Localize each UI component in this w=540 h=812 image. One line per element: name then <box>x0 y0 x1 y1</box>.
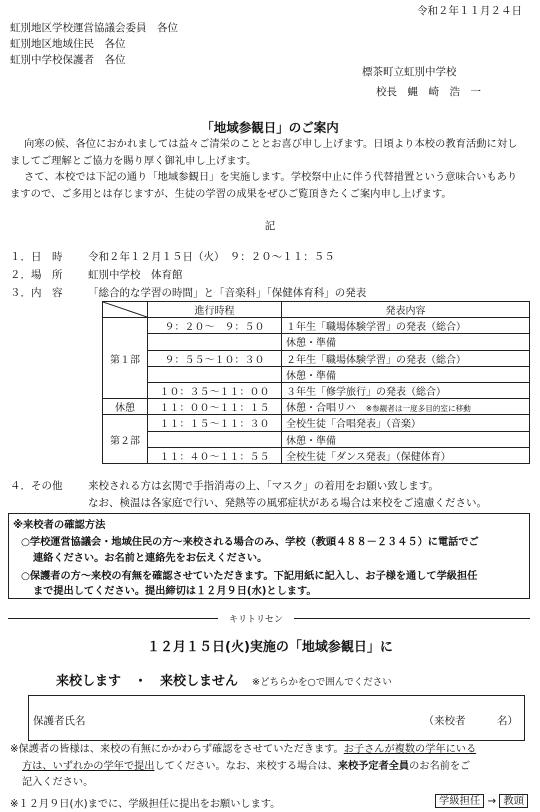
table-row <box>103 302 530 318</box>
confirm-heading: ※来校者の確認方法 <box>13 519 106 531</box>
header-content: 発表内容 <box>282 302 530 318</box>
kiritorisen-label: キリトリセン <box>229 615 283 625</box>
confirm-box <box>8 513 530 599</box>
footnote-strong: 来校予定者全員 <box>337 760 410 772</box>
flow-box: 学級担任 <box>435 794 484 808</box>
content-cell: 休憩・準備 <box>282 431 530 447</box>
confirm-line: ○学校運営協議会・地域住民の方～来校される場合のみ、学校（教頭４８８－２３４５）に電話でご <box>21 537 479 548</box>
recipient-line: 虹別地区学校運営協議会委員 各位 <box>10 22 178 34</box>
footnote-text: してください。なお、来校する場合は、 <box>154 760 338 772</box>
item-content-value: 「総合的な学習の時間」と「音楽科」「保健体育科」の発表 <box>88 287 367 299</box>
table-row <box>103 318 530 334</box>
content-note: ※参観者は一度多目的室に移動 <box>365 404 471 414</box>
table-row <box>103 447 530 463</box>
table-row <box>103 415 530 431</box>
break-label: 休憩 <box>103 399 148 415</box>
table-row <box>103 350 530 366</box>
ki-heading: 記 <box>264 220 276 232</box>
content-cell: １年生「職場体験学習」の発表（総合） <box>282 318 530 334</box>
reply-headline: １２月１５日(火)実施の「地域参観日」に <box>147 640 393 655</box>
flow-box: 教頭 <box>499 794 528 808</box>
item-datetime-label: １．日 時 <box>10 251 63 263</box>
time-cell: １０：３５～１１：００ <box>148 382 282 398</box>
header-time: 進行時程 <box>148 302 282 318</box>
item-other-label: ４．その他 <box>10 480 63 492</box>
footnote <box>10 742 528 792</box>
item-place-label: ２．場 所 <box>10 269 63 281</box>
recipient-line: 虹別中学校保護者 各位 <box>10 54 126 66</box>
footnote-emph: 方は、いずれかの学年で提出 <box>22 760 155 772</box>
circle-note: ※どちらかを○で囲んでください <box>252 677 392 688</box>
time-cell <box>148 334 282 350</box>
guardian-name-label: 保護者氏名 <box>33 715 86 727</box>
attend-options[interactable]: 来校します ・ 来校しません <box>56 674 239 689</box>
table-row <box>103 382 530 398</box>
content-cell: 全校生徒「合唱発表」（音楽） <box>282 415 530 431</box>
part2-label: 第２部 <box>103 415 148 464</box>
content-text: 休憩・合唱リハ <box>286 403 356 415</box>
footnote-text: ※保護者の皆様は、来校の有無にかかわらず確認をさせていただきます。 <box>10 744 344 755</box>
time-cell: １１：００～１１：１５ <box>148 399 282 415</box>
item-datetime-value: 令和２年１２月１５日（火） ９：２０～１１：５５ <box>88 251 335 263</box>
item-content-label: ３．内 容 <box>10 287 63 299</box>
recipient-line: 虹別地区地域住民 各位 <box>10 38 126 50</box>
cut-line <box>294 618 530 619</box>
table-row <box>103 431 530 447</box>
time-cell <box>148 366 282 382</box>
content-cell: ２年生「職場体験学習」の発表（総合） <box>282 350 530 366</box>
body-paragraph: さて、本校では下記の通り「地域参観日」を実施します。学校祭中止に伴う代替措置という意味合いもありますので、ご多用とは存じますが、生徒の学習の成果をぜひご覧頂きたくご案内申し上げます。 <box>10 171 518 200</box>
table-row <box>103 366 530 382</box>
content-cell <box>282 399 530 415</box>
item-place-value: 虹別中学校 体育館 <box>88 269 183 281</box>
attend-choice[interactable] <box>56 670 392 689</box>
page-title: 「地域参観日」のご案内 <box>201 120 339 135</box>
submission-flow <box>435 792 528 807</box>
time-cell: ９：２０～ ９：５０ <box>148 318 282 334</box>
footnote-text: のお名前をご <box>409 760 471 772</box>
confirm-line: まで提出してください。提出締切は１２月９日(水)とします。 <box>33 586 317 597</box>
time-cell: １１：１５～１１：３０ <box>148 415 282 431</box>
part1-label: 第１部 <box>103 318 148 399</box>
table-row <box>103 334 530 350</box>
time-cell <box>148 431 282 447</box>
body-paragraph: 向寒の候、各位におかれましては益々ご清栄のこととお喜び申し上げます。日頃より本校の教育活動に対しましてご理解とご協力を賜り厚く御礼申し上げます。 <box>10 138 518 167</box>
footnote-emph: お子さんが複数の学年にいる <box>343 744 477 755</box>
content-cell: 休憩・準備 <box>282 366 530 382</box>
content-cell: 全校生徒「ダンス発表」（保健体育） <box>282 447 530 463</box>
cut-line <box>8 618 218 619</box>
time-cell: １１：４０～１１：５５ <box>148 447 282 463</box>
table-row <box>103 399 530 415</box>
confirm-line: 連絡ください。お名前と連絡先をお伝えください。 <box>33 553 268 564</box>
document-date: 令和２年１１月２４日 <box>417 5 522 17</box>
kiritorisen-divider <box>8 612 530 624</box>
deadline-note: ※１２月９日(水)までに、学級担任に提出をお願いします。 <box>10 799 281 810</box>
footnote-text: 記入ください。 <box>22 777 94 788</box>
visitor-count-field[interactable]: （来校者 名） <box>423 715 518 727</box>
guardian-name-box[interactable] <box>28 695 525 741</box>
confirm-line: ○保護者の方～来校の有無を確認させていただきます。下記用紙に記入し、お子様を通して学級担任 <box>21 571 478 582</box>
content-cell: ３年生「修学旅行」の発表（総合） <box>282 382 530 398</box>
content-cell: 休憩・準備 <box>282 334 530 350</box>
item-other-line2: なお、検温は各家庭で行い、発熱等の風邪症状がある場合は来校をご遠慮ください。 <box>88 497 487 509</box>
sender-school: 標茶町立虹別中学校 <box>362 66 457 78</box>
arrow-icon: → <box>487 795 497 807</box>
sender-principal: 校長 蝿 崎 浩 一 <box>376 86 481 98</box>
schedule-table <box>102 301 530 464</box>
diagonal-header-cell <box>103 302 148 318</box>
time-cell: ９：５５～１０：３０ <box>148 350 282 366</box>
item-other-line1: 来校される方は玄関で手指消毒の上、「マスク」の着用をお願い致します。 <box>88 480 439 492</box>
